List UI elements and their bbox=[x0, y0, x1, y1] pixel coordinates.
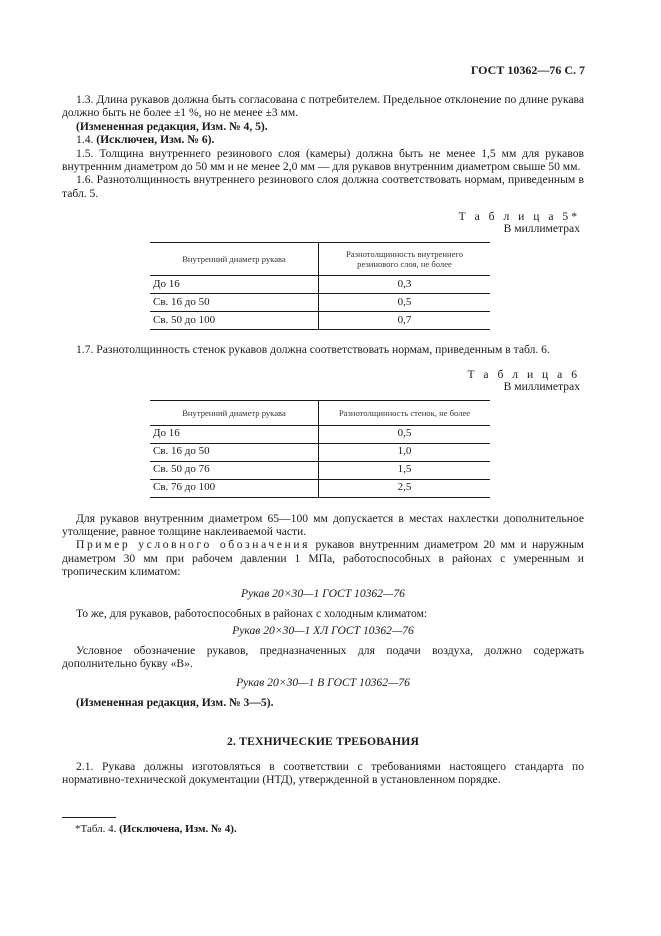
table5-cell-value: 0,3 bbox=[319, 276, 491, 294]
footnote-separator bbox=[62, 817, 116, 818]
table6-cell-value: 0,5 bbox=[319, 425, 491, 443]
table6-header-row bbox=[150, 400, 490, 425]
table6-cell-diameter: Св. 16 до 50 bbox=[150, 443, 319, 461]
table5-header-row bbox=[150, 243, 490, 276]
table-row bbox=[150, 425, 490, 443]
table6-cell-value: 1,0 bbox=[319, 443, 491, 461]
table6-caption-block bbox=[62, 369, 580, 393]
table6-units: В миллиметрах bbox=[503, 379, 580, 393]
table5-cell-value: 0,5 bbox=[319, 294, 491, 312]
footnote bbox=[75, 823, 237, 836]
paragraph-1-3: 1.3. Длина рукавов должна быть согласована с потребителем. Предельное отклонение по длине рукава должно быть не более ±1 %, но не менее ±3 мм. bbox=[62, 93, 584, 120]
table-row bbox=[150, 443, 490, 461]
table-6 bbox=[150, 400, 490, 498]
table6-cell-value: 1,5 bbox=[319, 461, 491, 479]
table6-header-thickness: Разнотолщинность стенок, не более bbox=[319, 400, 491, 425]
table-row bbox=[150, 276, 490, 294]
table-5 bbox=[150, 242, 490, 330]
table5-cell-diameter: Св. 16 до 50 bbox=[150, 294, 319, 312]
designation-example-3: Рукав 20×30—1 В ГОСТ 10362—76 bbox=[236, 675, 410, 689]
example-label: Пример условного обозначения bbox=[76, 538, 311, 552]
revision-note-4-5: (Измененная редакция, Изм. № 4, 5). bbox=[76, 119, 268, 133]
paragraph-1-5: 1.5. Толщина внутреннего резинового слоя (камеры) должна быть не менее 1,5 мм для рукавов внутренним диаметром до 50 мм и не менее 2,0 мм — для рукавов внутренним диаметром свыше 50 мм. bbox=[62, 146, 584, 174]
table6-caption: Т а б л и ц а 6 bbox=[467, 367, 580, 381]
document-body bbox=[62, 93, 584, 787]
section-heading-2: 2. ТЕХНИЧЕСКИЕ ТРЕБОВАНИЯ bbox=[226, 734, 420, 748]
table5-caption: Т а б л и ц а 5* bbox=[458, 210, 580, 224]
paragraph-cold-climate: То же, для рукавов, работоспособных в районах с холодным климатом: bbox=[76, 607, 428, 621]
paragraph-2-1: 2.1. Рукава должны изготовляться в соответствии с требованиями настоящего стандарта по нормативно-технической документации (НТД), утвержденной в установленном порядке. bbox=[62, 759, 584, 787]
designation-example-1: Рукав 20×30—1 ГОСТ 10362—76 bbox=[241, 586, 405, 600]
paragraph-1-4-number: 1.4. bbox=[76, 133, 94, 147]
table5-cell-value: 0,7 bbox=[319, 312, 491, 330]
table5-cell-diameter: До 16 bbox=[150, 276, 319, 294]
table6-cell-diameter: До 16 bbox=[150, 425, 319, 443]
paragraph-1-7: 1.7. Разнотолщинность стенок рукавов должна соответствовать нормам, приведенным в табл. 6. bbox=[76, 343, 550, 357]
paragraph-example bbox=[62, 538, 584, 578]
revision-note-3-5: (Измененная редакция, Изм. № 3—5). bbox=[76, 696, 274, 710]
table6-cell-diameter: Св. 76 до 100 bbox=[150, 479, 319, 497]
footnote-excluded: (Исключена, Изм. № 4). bbox=[119, 823, 237, 835]
page-header: ГОСТ 10362—76 С. 7 bbox=[470, 63, 585, 77]
paragraph-1-4 bbox=[62, 133, 584, 146]
table5-units: В миллиметрах bbox=[503, 222, 580, 236]
designation-example-2: Рукав 20×30—1 ХЛ ГОСТ 10362—76 bbox=[232, 623, 414, 637]
table5-caption-block bbox=[62, 211, 580, 235]
table6-cell-diameter: Св. 50 до 76 bbox=[150, 461, 319, 479]
table5-header-thickness: Разнотолщинность внутреннего резинового слоя, не более bbox=[319, 243, 491, 276]
example-text: рукавов внутренним диаметром 20 мм и наружным диаметром 30 мм при рабочем давлении 1 МПа, работоспособных в районах с умеренным и тропическим климатом: bbox=[62, 538, 584, 579]
table-row bbox=[150, 312, 490, 330]
paragraph-thickening: Для рукавов внутренним диаметром 65—100 мм допускается в местах нахлестки дополнительное утолщение, равное толщине наклеиваемой части. bbox=[62, 511, 584, 539]
table5-cell-diameter: Св. 50 до 100 bbox=[150, 312, 319, 330]
table-row bbox=[150, 479, 490, 497]
table-row bbox=[150, 294, 490, 312]
paragraph-1-4-excluded: (Исключен, Изм. № 6). bbox=[96, 133, 215, 147]
table-row bbox=[150, 461, 490, 479]
paragraph-air: Условное обозначение рукавов, предназначенных для подачи воздуха, должно содержать дополнительно букву «В». bbox=[62, 643, 584, 671]
footnote-text: *Табл. 4. bbox=[75, 823, 120, 835]
table6-cell-value: 2,5 bbox=[319, 479, 491, 497]
table5-header-diameter: Внутренний диаметр рукава bbox=[150, 243, 319, 276]
table6-header-diameter: Внутренний диаметр рукава bbox=[150, 400, 319, 425]
paragraph-1-6: 1.6. Разнотолщинность внутреннего резинового слоя должна соответствовать нормам, приведенным в табл. 5. bbox=[62, 173, 584, 200]
